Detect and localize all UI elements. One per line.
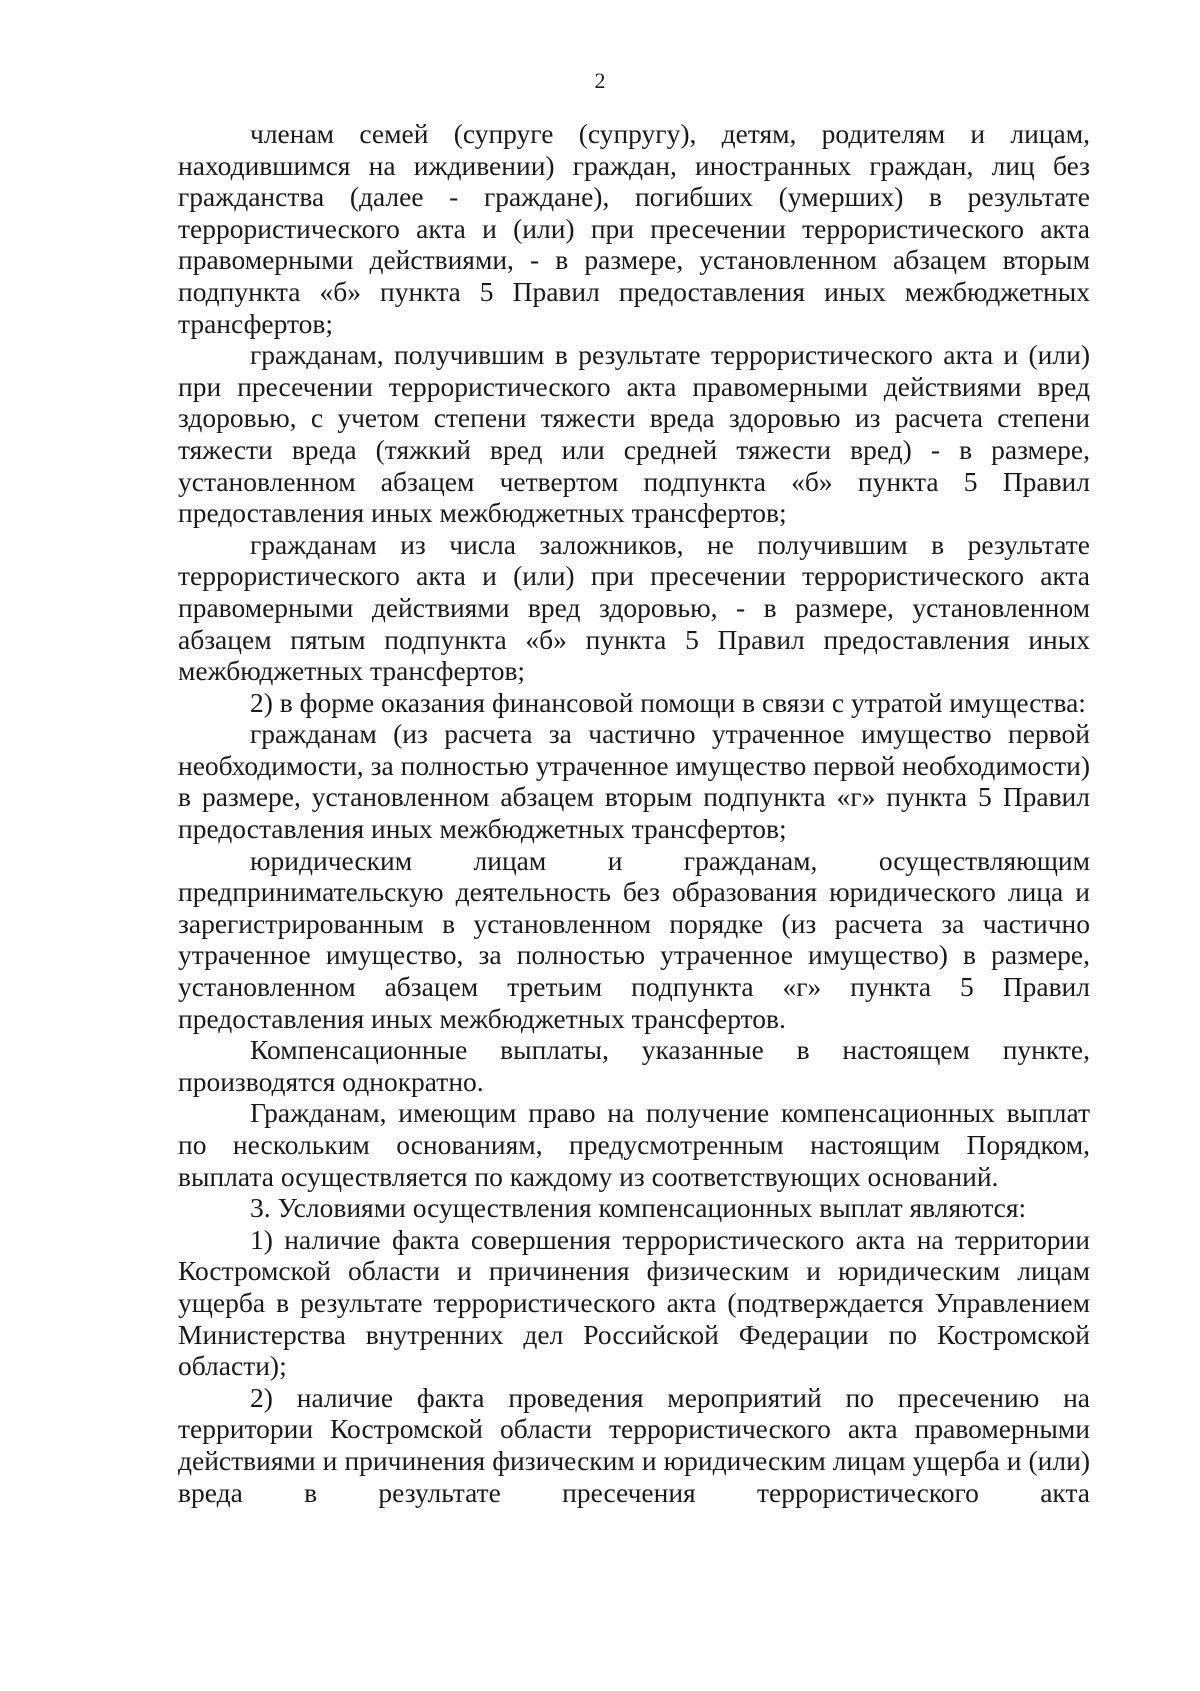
paragraph-one-time-payment: Компенсационные выплаты, указанные в настоящем пункте, производятся однократно. — [178, 1034, 1090, 1097]
paragraph-property-loss-heading: 2) в форме оказания финансовой помощи в связи с утратой имущества: — [250, 686, 1086, 718]
paragraph-family-members: членам семей (супруге (супругу), детям, родителям и лицам, находившимся на иждивении) граждан, иностранных граждан, лиц без гражданства (далее - граждане), погибших (умерших) в результате террористического акта и (или) при пресечении террористического акта правомерными действиями, - в размере, установленном абзацем вторым подпункта «б» пункта 5 Правил предоставления иных межбюджетных трансфертов; — [178, 118, 1090, 339]
paragraph-citizens-property: гражданам (из расчета за частично утраченное имущество первой необходимости, за полностью утраченное имущество первой необходимости) в размере, установленном абзацем вторым подпункта «г» пункта 5 Правил предоставления иных межбюджетных трансфертов; — [178, 718, 1090, 845]
paragraph-health-harm: гражданам, получившим в результате террористического акта и (или) при пресечении террористического акта правомерными действиями вред здоровью, с учетом степени тяжести вреда здоровью из расчета степени тяжести вреда (тяжкий вред или средней тяжести вред) - в размере, установленном абзацем четвертом подпункта «б» пункта 5 Правил предоставления иных межбюджетных трансфертов; — [178, 339, 1090, 529]
document-body — [178, 118, 1090, 1508]
paragraph-hostages: гражданам из числа заложников, не получившим в результате террористического акта и (или) при пресечении террористического акта правомерными действиями вред здоровью, - в размере, установленном абзацем пятым подпункта «б» пункта 5 Правил предоставления иных межбюджетных трансфертов; — [178, 528, 1090, 687]
page-number: 2 — [594, 68, 606, 93]
paragraph-conditions-heading: 3. Условиями осуществления компенсационных выплат являются: — [250, 1192, 1027, 1224]
paragraph-multiple-grounds: Гражданам, имеющим право на получение компенсационных выплат по нескольким основаниям, предусмотренным настоящим Порядком, выплата осуществляется по каждому из соответствующих оснований. — [178, 1097, 1090, 1192]
paragraph-condition-1: 1) наличие факта совершения террористического акта на территории Костромской области и причинения физическим и юридическим лицам ущерба в результате террористического акта (подтверждается Управлением Министерства внутренних дел Российской Федерации по Костромской области); — [178, 1223, 1090, 1382]
paragraph-legal-entities: юридическим лицам и гражданам, осуществляющим предпринимательскую деятельность без образования юридического лица и зарегистрированным в установленном порядке (из расчета за частично утраченное имущество, за полностью утраченное имущество) в размере, установленном абзацем третьим подпункта «г» пункта 5 Правил предоставления иных межбюджетных трансфертов. — [178, 844, 1090, 1034]
paragraph-condition-2: 2) наличие факта проведения мероприятий по пресечению на территории Костромской области террористического акта правомерными действиями и причинения физическим и юридическим лицам ущерба и (или) вреда в результате пресечения террористического акта — [178, 1381, 1090, 1508]
